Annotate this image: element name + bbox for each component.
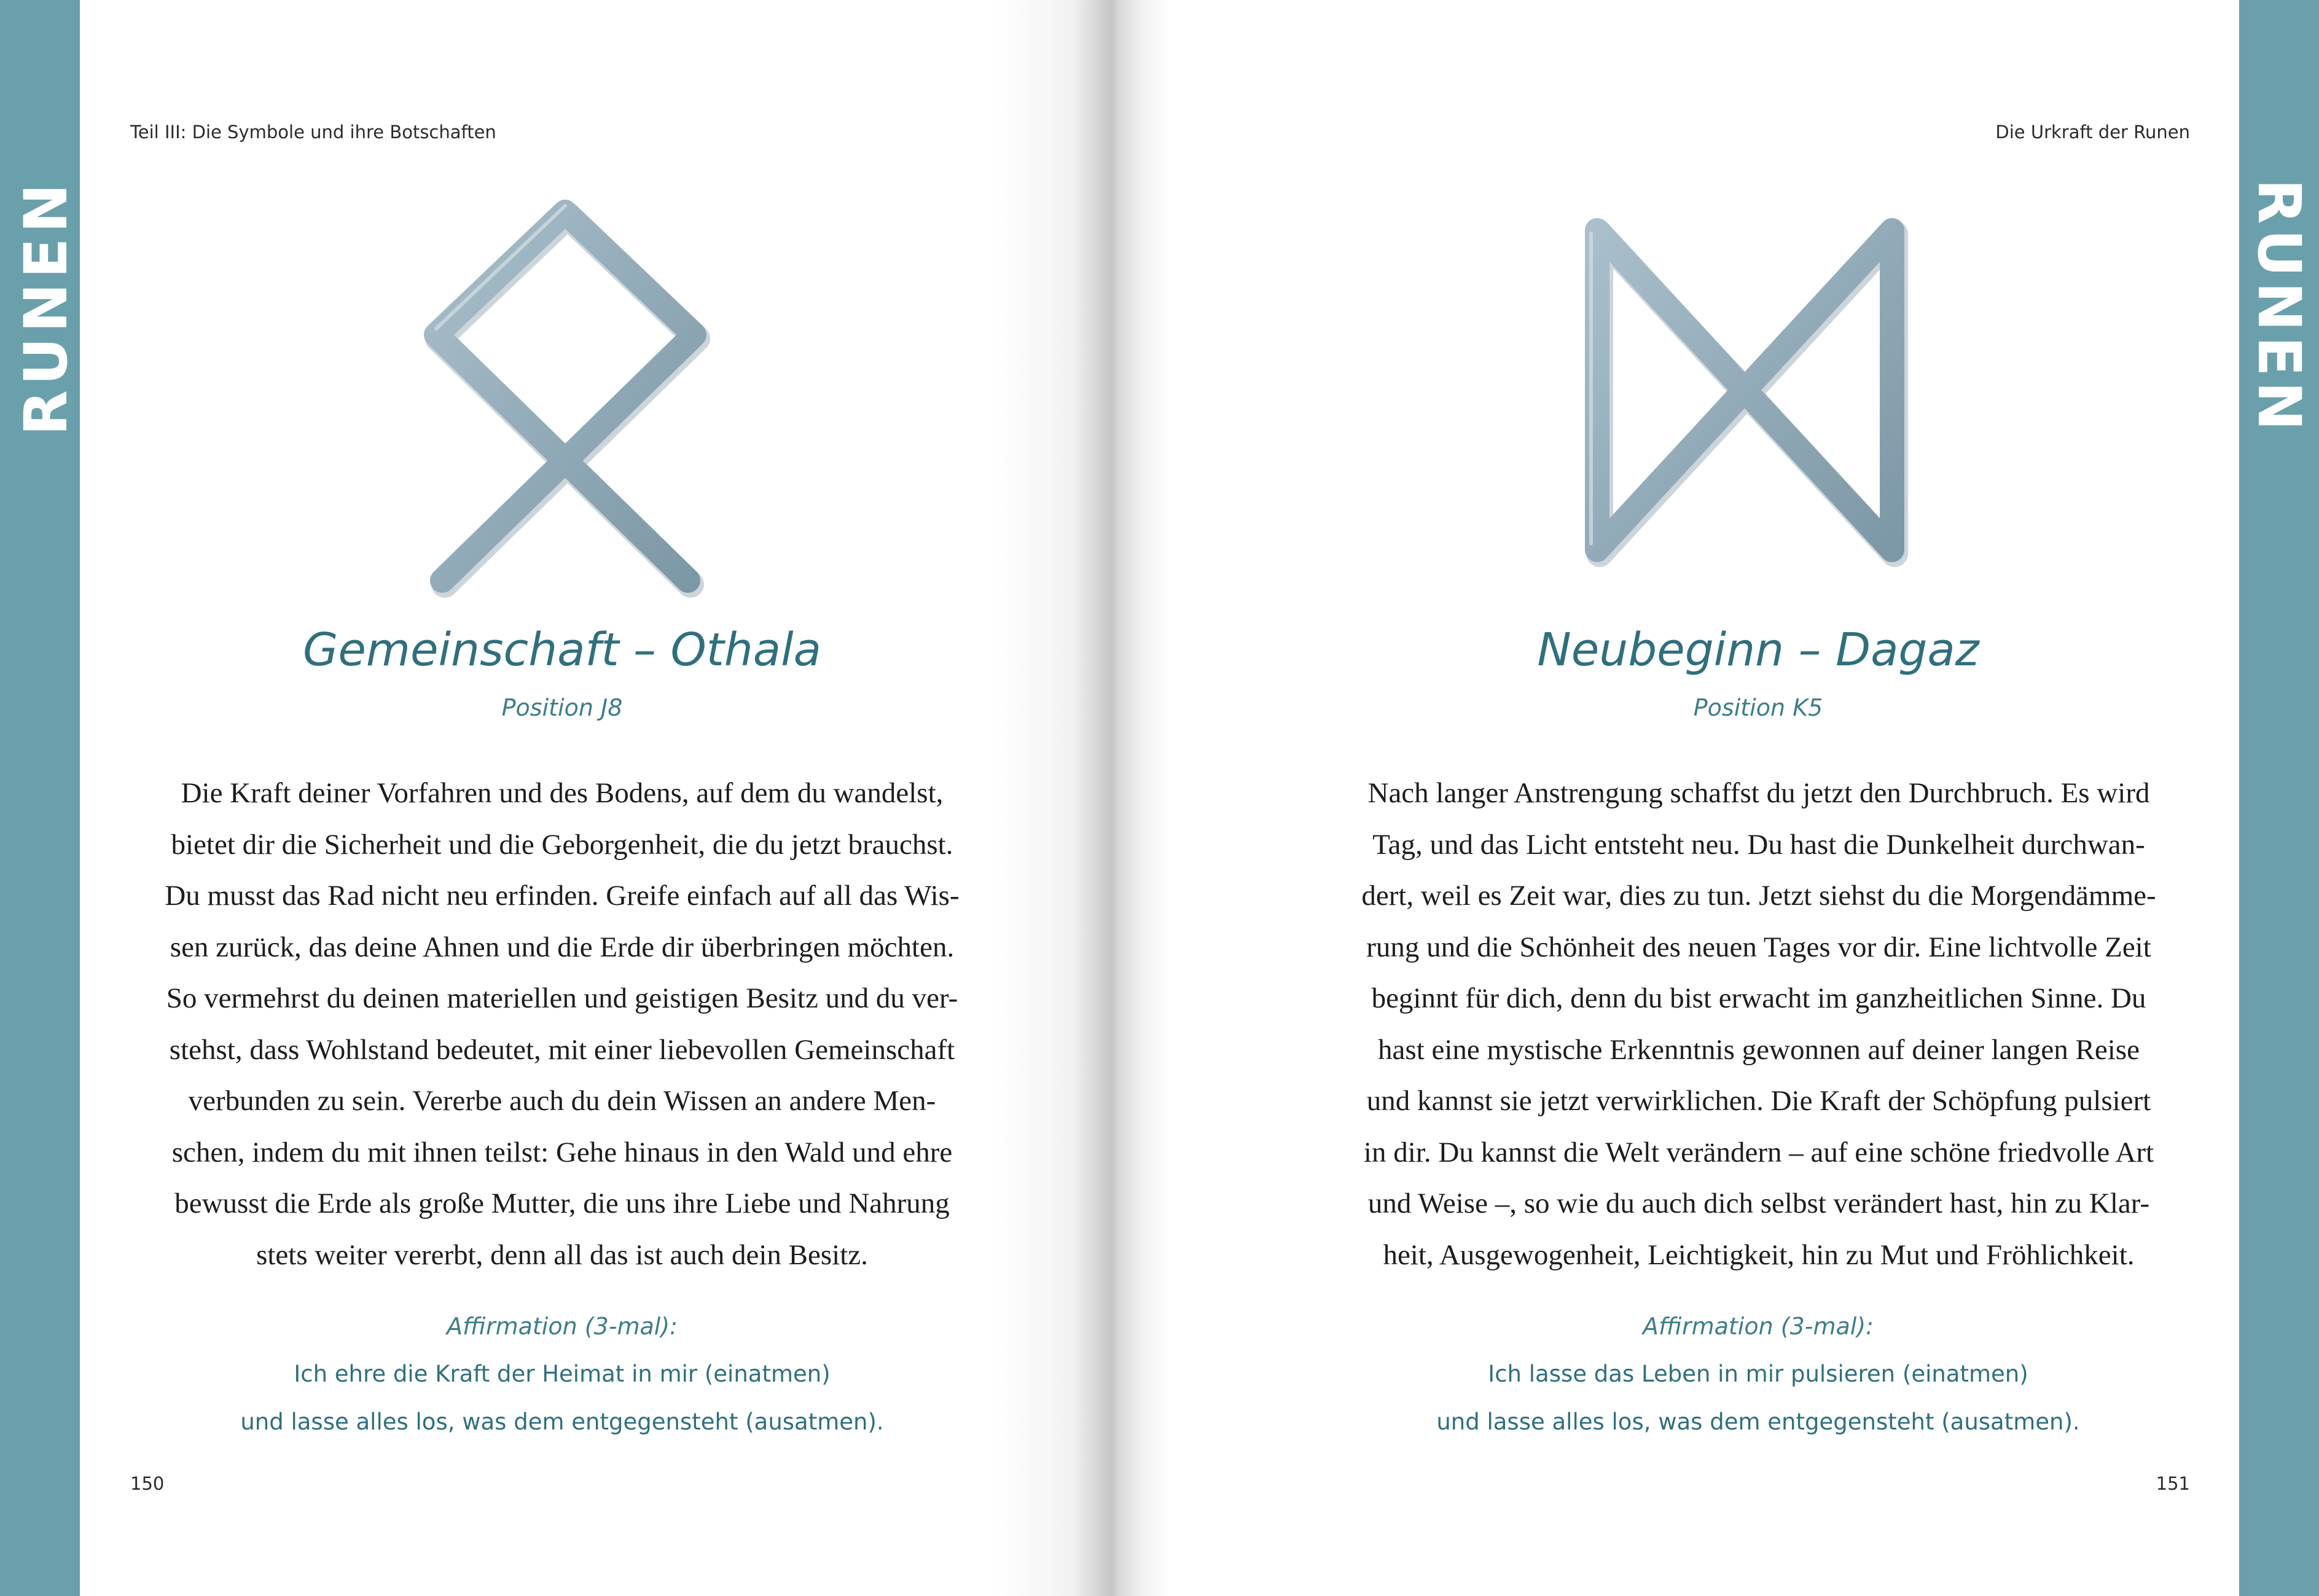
body-line: bietet dir die Sicherheit und die Geborgenheit, die du jetzt brauchst. — [171, 828, 953, 861]
body-line: in dir. Du kannst die Welt verändern – auf eine schöne friedvolle Art — [1363, 1136, 2154, 1168]
body-line: und kannst sie jetzt verwirklichen. Die Kraft der Schöpfung pulsiert — [1366, 1085, 2151, 1117]
position-label-left: Position J8 — [501, 694, 623, 721]
running-head-right: Die Urkraft der Runen — [1995, 122, 2190, 143]
body-line: Tag, und das Licht entsteht neu. Du hast die Dunkelheit durchwan- — [1372, 828, 2145, 861]
side-tab-label-left: RUNEN — [12, 178, 80, 436]
body-text-right — [1329, 768, 2189, 1281]
body-line: beginnt für dich, denn du bist erwacht im ganzheitlichen Sinne. Du — [1371, 982, 2146, 1014]
page-number-right: 151 — [2156, 1473, 2190, 1494]
affirmation-label: Affirmation (3-mal): — [1643, 1313, 1874, 1340]
affirmation-line: Ich ehre die Kraft der Heimat in mir (einatmen) — [294, 1361, 831, 1387]
affirmation-line: und lasse alles los, was dem entgegensteht (ausatmen). — [240, 1409, 884, 1435]
body-text-left — [132, 768, 992, 1281]
body-line: stets weiter vererbt, denn all das ist auch dein Besitz. — [256, 1238, 868, 1271]
affirmation-line: Ich lasse das Leben in mir pulsieren (einatmen) — [1488, 1361, 2028, 1387]
body-line: verbunden zu sein. Vererbe auch du dein Wissen an andere Men- — [188, 1085, 936, 1117]
body-line: Nach langer Anstrengung schaffst du jetzt den Durchbruch. Es wird — [1367, 777, 2150, 809]
dagaz-rune-icon — [1548, 203, 1941, 584]
body-line: sen zurück, das deine Ahnen und die Erde dir überbringen möchten. — [170, 931, 955, 963]
rune-title-left: Gemeinschaft – Othala — [303, 624, 821, 676]
running-head-left: Teil III: Die Symbole und ihre Botschaften — [130, 122, 496, 143]
rune-title-right: Neubeginn – Dagaz — [1537, 624, 1979, 676]
body-line: dert, weil es Zeit war, dies zu tun. Jetzt siehst du die Morgendämme- — [1361, 880, 2156, 912]
body-line: rung und die Schönheit des neuen Tages vor dir. Eine lichtvolle Zeit — [1366, 931, 2151, 963]
affirmation-line: und lasse alles los, was dem entgegensteht (ausatmen). — [1436, 1409, 2080, 1435]
body-line: Du musst das Rad nicht neu erfinden. Greife einfach auf all das Wis- — [165, 880, 960, 912]
body-line: Die Kraft deiner Vorfahren und des Bodens, auf dem du wandelst, — [181, 777, 944, 809]
othala-rune-icon — [393, 184, 737, 602]
position-label-right: Position K5 — [1693, 694, 1823, 721]
page-number-left: 150 — [130, 1473, 165, 1494]
side-tab-label-right: RUNEN — [2245, 178, 2313, 436]
affirmation-right — [1297, 1302, 2219, 1446]
body-line: und Weise –, so wie du auch dich selbst verändert hast, hin zu Klar- — [1367, 1187, 2150, 1219]
body-line: heit, Ausgewogenheit, Leichtigkeit, hin zu Mut und Fröhlichkeit. — [1383, 1238, 2135, 1271]
body-line: So vermehrst du deinen materiellen und geistigen Besitz und du ver- — [166, 982, 958, 1014]
affirmation-left — [101, 1302, 1023, 1446]
body-line: stehst, dass Wohlstand bedeutet, mit einer liebevollen Gemeinschaft — [169, 1033, 955, 1066]
body-line: bewusst die Erde als große Mutter, die uns ihre Liebe und Nahrung — [174, 1187, 950, 1219]
affirmation-label: Affirmation (3-mal): — [447, 1313, 678, 1340]
body-line: hast eine mystische Erkenntnis gewonnen auf deiner langen Reise — [1378, 1033, 2140, 1066]
body-line: schen, indem du mit ihnen teilst: Gehe hinaus in den Wald und ehre — [171, 1136, 953, 1168]
